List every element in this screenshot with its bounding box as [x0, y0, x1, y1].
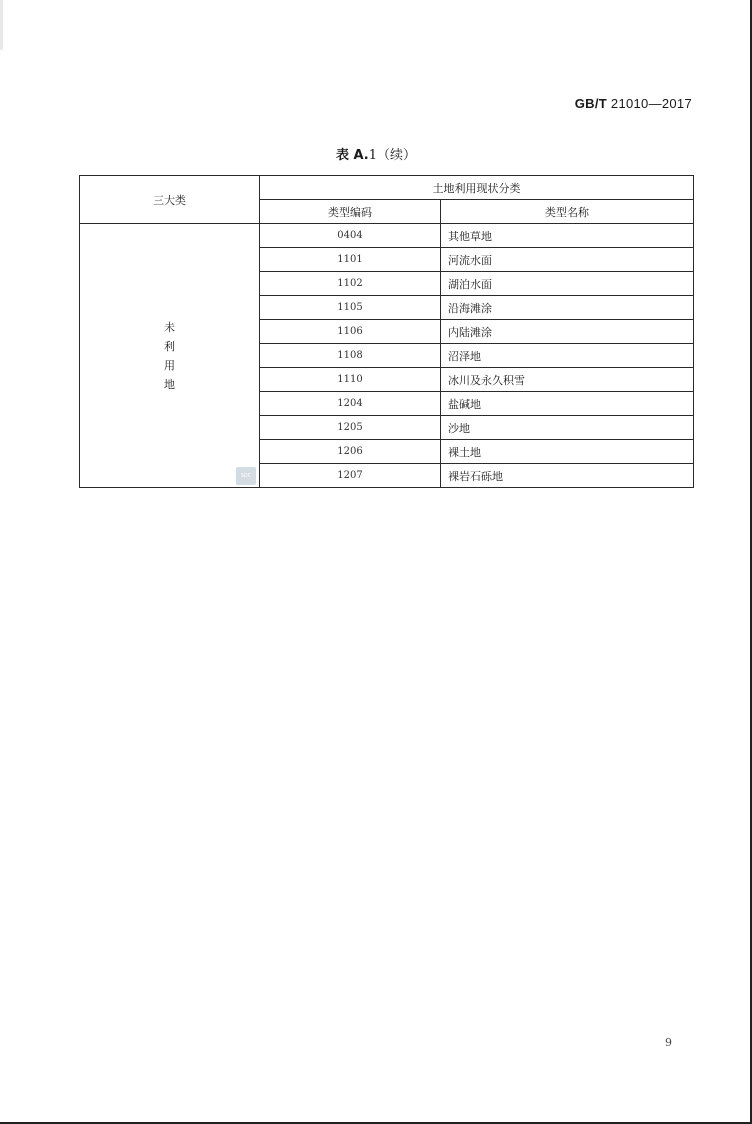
type-code-cell: 1105 — [260, 296, 441, 320]
type-name-cell: 裸土地 — [441, 440, 694, 464]
type-name-cell: 其他草地 — [441, 224, 694, 248]
standard-number: 21010—2017 — [610, 96, 692, 111]
land-use-table — [79, 175, 694, 488]
type-code-cell: 1102 — [260, 272, 441, 296]
type-name-cell: 裸岩石砾地 — [441, 464, 694, 488]
category-char: 用 — [164, 358, 175, 372]
standard-number-header — [575, 96, 692, 111]
type-name-cell: 内陆滩涂 — [441, 320, 694, 344]
type-code-cell: 1108 — [260, 344, 441, 368]
standard-prefix: GB/T — [574, 96, 607, 111]
category-cell-unused-land — [80, 224, 260, 488]
type-code-cell: 1206 — [260, 440, 441, 464]
category-char: 利 — [164, 339, 175, 353]
table-title-suffix: 1（续） — [368, 148, 417, 163]
header-type-code: 类型编码 — [260, 200, 441, 224]
table-title-label: 表 A. — [335, 148, 369, 163]
header-type-name: 类型名称 — [441, 200, 694, 224]
header-land-use-classification: 土地利用现状分类 — [260, 176, 694, 200]
type-code-cell: 1106 — [260, 320, 441, 344]
type-code-cell: 1110 — [260, 368, 441, 392]
header-major-category: 三大类 — [80, 176, 260, 224]
category-vertical-label — [163, 318, 177, 394]
category-char: 地 — [164, 377, 175, 391]
page-number: 9 — [665, 1036, 672, 1049]
type-name-cell: 沼泽地 — [441, 344, 694, 368]
watermark-logo: SDC — [236, 467, 256, 485]
type-name-cell: 河流水面 — [441, 248, 694, 272]
type-name-cell: 湖泊水面 — [441, 272, 694, 296]
scan-edge-mark — [0, 0, 3, 50]
type-code-cell: 1205 — [260, 416, 441, 440]
table-header-row-1 — [80, 176, 694, 200]
type-code-cell: 1207 — [260, 464, 441, 488]
type-name-cell: 冰川及永久积雪 — [441, 368, 694, 392]
type-code-cell: 1101 — [260, 248, 441, 272]
type-code-cell: 0404 — [260, 224, 441, 248]
type-name-cell: 沙地 — [441, 416, 694, 440]
type-code-cell: 1204 — [260, 392, 441, 416]
table-row — [80, 224, 694, 248]
table-title — [0, 144, 752, 163]
type-name-cell: 沿海滩涂 — [441, 296, 694, 320]
category-char: 未 — [164, 320, 175, 334]
type-name-cell: 盐碱地 — [441, 392, 694, 416]
